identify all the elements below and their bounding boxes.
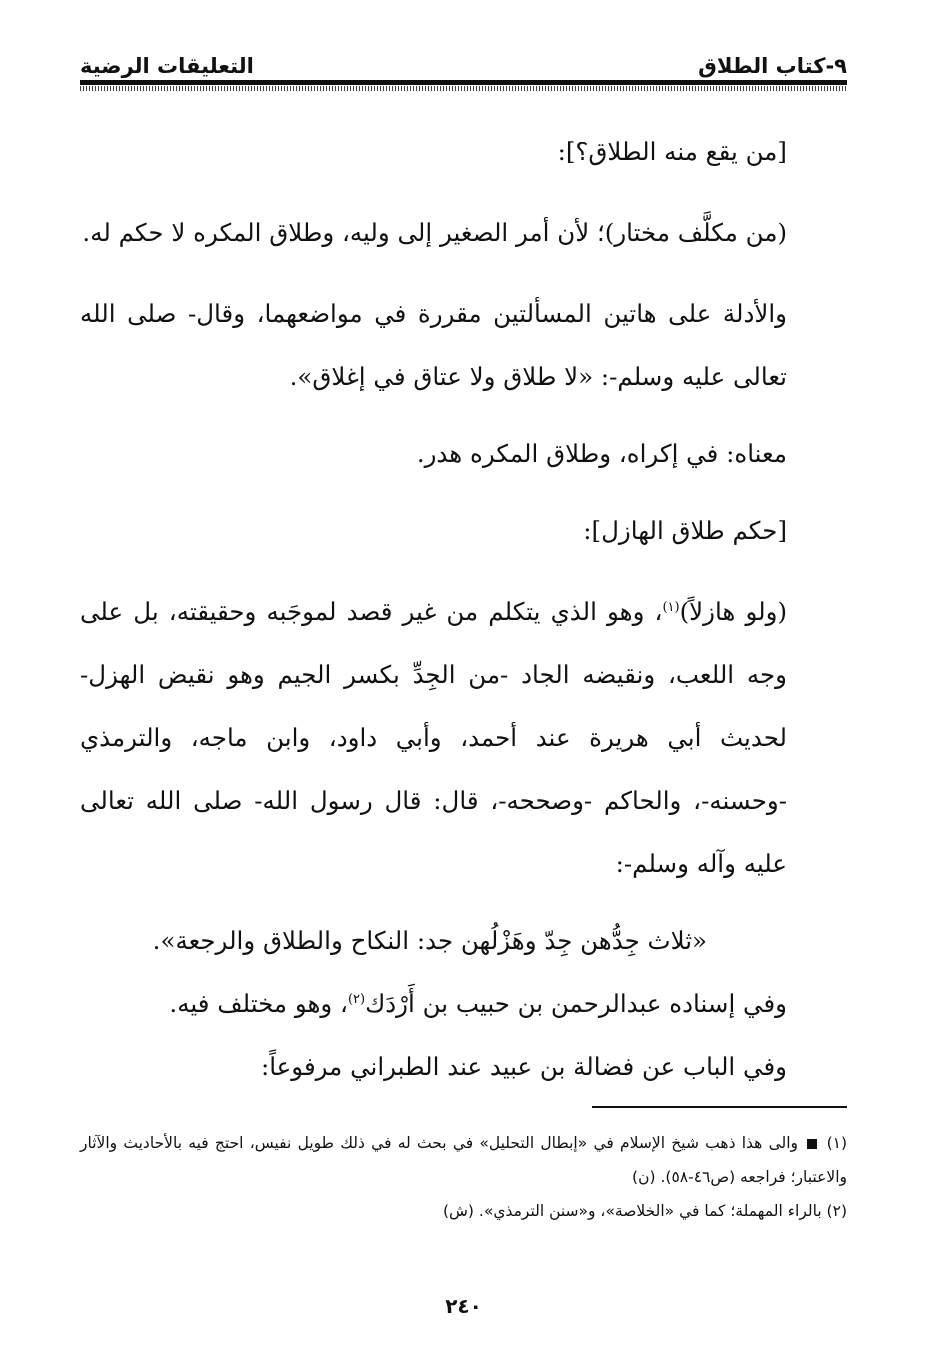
paragraph-tail: ، وهو مختلف فيه. (169, 989, 348, 1018)
paragraph (80, 580, 847, 895)
chapter-title: ٩-كتاب الطلاق (698, 54, 847, 78)
footnote-separator (592, 1106, 847, 1108)
paragraph-lead: (ولو هازلاً) (679, 597, 787, 626)
paragraph: (من مكلَّف مختار)؛ لأن أمر الصغير إلى وليه، وطلاق المكره لا حكم له. (82, 218, 787, 247)
main-text (80, 120, 847, 1098)
section-heading-who-divorces: [من يقع منه الطلاق؟]: (557, 137, 787, 166)
footnote-2: (٢) بالراء المهملة؛ كما في «الخلاصة»، و«سنن الترمذي». (ش) (442, 1202, 847, 1220)
footnote-1 (80, 1126, 847, 1194)
section-heading-jester: [حكم طلاق الهازل]: (583, 516, 787, 545)
paragraph-lead: وفي إسناده عبدالرحمن بن حبيب بن أَرْدَك (365, 989, 787, 1018)
page-number: ٢٤٠ (445, 1294, 482, 1318)
paragraph: والأدلة على هاتين المسألتين مقررة في مواضعهما، وقال- صلى الله تعالى عليه وسلم-: «لا طلاق ولا عتاق في إغلاق». (80, 299, 787, 391)
header-hatch-rule (80, 86, 847, 91)
header-rule (80, 80, 847, 85)
footnote-ref-2[interactable]: (٢) (347, 991, 366, 1007)
footnote-ref-1[interactable]: (١) (662, 599, 680, 615)
paragraph (80, 972, 847, 1035)
paragraph: معناه: في إكراه، وطلاق المكره هدر. (416, 439, 787, 468)
hadith-quote: «ثلاث جِدُّهن جِدّ وهَزْلُهن جد: النكاح والطلاق والرجعة». (152, 926, 707, 955)
footnote-1-number: (١) (826, 1134, 848, 1152)
paragraph: وفي الباب عن فضالة بن عبيد عند الطبراني مرفوعاً: (260, 1052, 787, 1081)
square-marker-icon (807, 1139, 817, 1149)
paragraph-body: ، وهو الذي يتكلم من غير قصد لموجَبه وحقيقته، بل على وجه اللعب، ونقيضه الجاد -من الجِدِّ بكسر الجيم وهو نقيض الهزل- لحديث أبي هريرة عند أحمد، وأبي داود، وابن ماجه، والترمذي -وحسنه-، والحاكم -وصححه-، قال: قال رسول الله- صلى الله تعالى عليه وآله وسلم-: (80, 597, 787, 878)
footnote-1-text: والى هذا ذهب شيخ الإسلام في «إبطال التحليل» في بحث له في ذلك طويل نفيس، احتج فيه بالأحاديث والآثار والاعتبار؛ فراجعه (ص٤٦-٥٨). (ن) (80, 1134, 847, 1186)
footnotes (80, 1126, 847, 1228)
book-title: التعليقات الرضية (80, 54, 254, 78)
running-header (80, 38, 847, 78)
